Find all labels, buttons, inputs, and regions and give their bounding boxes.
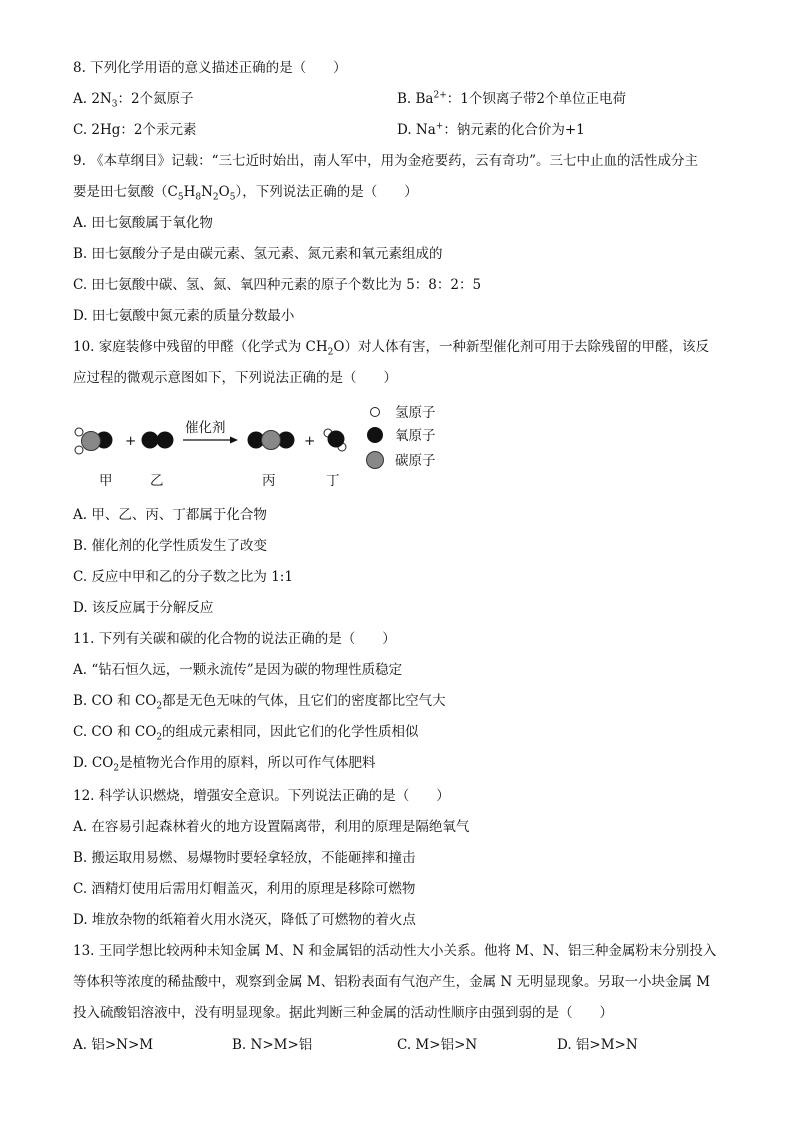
q13-stem-line2: 等体积等浓度的稀盐酸中，观察到金属 M、铝粉表面有气泡产生，金属 N 无明显现象。另取一小块金属 M [73,974,711,990]
q10-option-d: D. 该反应属于分解反应 [73,600,214,616]
q10-stem-line1: 10. 家庭装修中残留的甲醛（化学式为 $CH_2O$）对人体有害，一种新型催化剂可用于去除残留的甲醛，该反 [73,339,709,358]
legend [367,405,436,469]
q12-option-c: C. 酒精灯使用后需用灯帽盖灭，利用的原理是移除可燃物 [73,881,416,897]
q12-stem: 12. 科学认识燃烧，增强安全意识。下列说法正确的是（ ） [73,788,450,804]
legend-hydrogen-label: 氢原子 [395,405,436,421]
q12-option-b: B. 搬运取用易燃、易爆物时要轻拿轻放，不能砸摔和撞击 [73,850,416,866]
q13-option-c: C. M>铝>N [397,1037,478,1053]
q13-option-b: B. N>M>铝 [232,1037,313,1053]
q9-stem-line1: 9. 《本草纲目》记载：“三七近时始出，南人军中，用为金疮要药，云有奇功”。三七中止血的活性成分主 [73,153,698,169]
q12-option-a: A. 在容易引起森林着火的地方设置隔离带，利用的原理是隔绝氧气 [73,819,470,835]
q10-option-c: C. 反应中甲和乙的分子数之比为 1:1 [73,569,293,585]
q13-stem-line1: 13. 王同学想比较两种未知金属 M、N 和金属铝的活动性大小关系。他将 M、N、铝三种金属粉末分别投入 [73,943,717,959]
arrow-head-icon [230,437,238,444]
label-ding: 丁 [326,473,340,489]
legend-oxygen-icon [367,427,383,443]
q13-stem-line3: 投入硫酸铝溶液中，没有明显现象。据此判断三种金属的活动性顺序由强到弱的是（ ） [73,1005,613,1021]
molecule-yi [142,432,174,449]
q8-option-d: D. Na+：钠元素的化合价为+1 [397,121,585,138]
q11-option-c: C. CO 和 $CO_2$的组成元素相同，因此它们的化学性质相似 [73,724,419,743]
q10-stem-line2: 应过程的微观示意图如下，下列说法正确的是（ ） [73,370,397,386]
q10-option-a: A. 甲、乙、丙、丁都属于化合物 [73,507,267,523]
q11-option-b: B. CO 和 $CO_2$都是无色无味的气体，且它们的密度都比空气大 [73,693,446,712]
label-jia: 甲 [99,473,113,489]
q8-option-a: A. $2N_3$：2个氮原子 [73,91,194,110]
legend-carbon-icon [367,452,384,469]
q8-option-c: C. 2Hg：2个汞元素 [73,122,197,138]
q11-option-d: D. $CO_2$是植物光合作用的原料，所以可作气体肥料 [73,755,376,774]
q9-option-c: C. 田七氨酸中碳、氢、氮、氧四种元素的原子个数比为 5：8：2：5 [73,277,482,293]
label-yi: 乙 [150,473,164,489]
q10-option-b: B. 催化剂的化学性质发生了改变 [73,538,268,554]
q8-stem: 8. 下列化学用语的意义描述正确的是（ ） [73,60,347,76]
plus-sign-2: + [304,433,316,449]
molecule-ding [324,429,346,451]
catalyst-label: 催化剂 [185,420,226,436]
legend-carbon-label: 碳原子 [395,453,436,469]
q11-stem: 11. 下列有关碳和碳的化合物的说法正确的是（ ） [73,631,396,647]
molecule-jia [75,428,113,454]
reaction-diagram [70,402,470,494]
q9-option-b: B. 田七氨酸分子是由碳元素、氢元素、氮元素和氧元素组成的 [73,246,443,262]
q13-option-d: D. 铝>M>N [557,1037,638,1053]
q8-option-b: B. $Ba^{2+}$：1个钡离子带2个单位正电荷 [397,90,626,107]
q12-option-d: D. 堆放杂物的纸箱着火用水浇灭，降低了可燃物的着火点 [73,912,416,928]
legend-hydrogen-icon [371,408,380,417]
q9-stem-line2: 要是田七氨酸$(C_5H_8N_2O_5)$，下列说法正确的是（ ） [73,184,418,203]
q9-option-d: D. 田七氨酸中氮元素的质量分数最小 [73,308,295,324]
q9-option-a: A. 田七氨酸属于氧化物 [73,215,213,231]
q11-option-a: A. “钻石恒久远，一颗永流传”是因为碳的物理性质稳定 [73,662,403,678]
molecule-bing [248,431,295,450]
q13-option-a: A. 铝>N>M [73,1037,154,1053]
plus-sign-1: + [125,433,137,449]
label-bing: 丙 [262,473,276,489]
legend-oxygen-label: 氧原子 [395,428,436,444]
